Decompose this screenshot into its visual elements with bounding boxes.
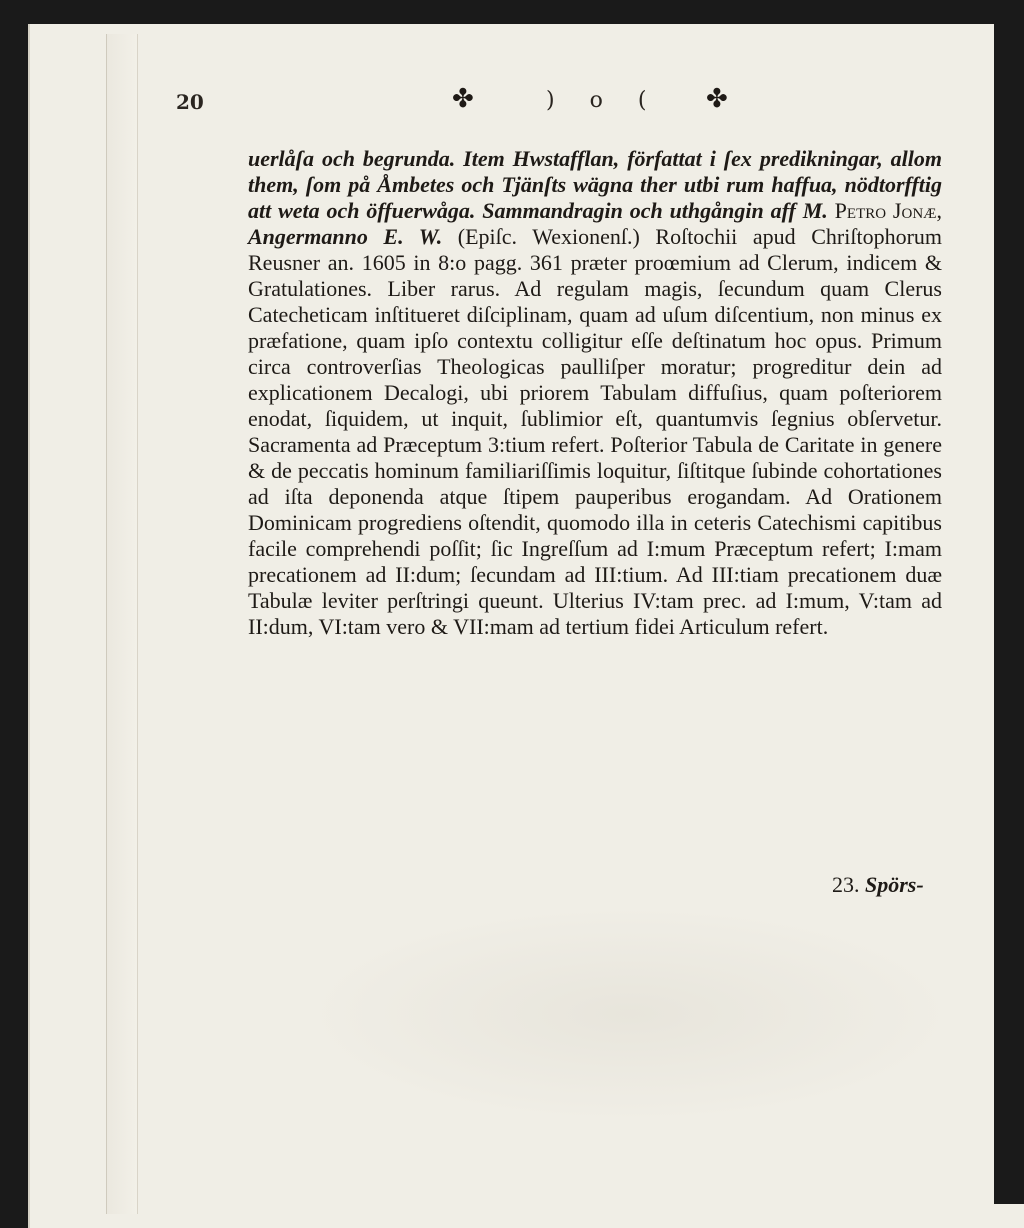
fleuron-left-icon: ✤	[452, 84, 474, 114]
author-place: Angermanno E. W.	[248, 224, 443, 249]
catchword-text: Spörs-	[865, 872, 924, 897]
catchword-number: 23.	[832, 872, 860, 897]
running-header	[176, 84, 796, 124]
fleuron-right-icon: ✤	[706, 84, 728, 114]
show-through-shadow	[300, 904, 960, 1124]
scan-background-edge	[994, 0, 1024, 1204]
latin-description: (Epiſc. Wexionenſ.) Roſtochii apud Chriſtophorum Reusner an. 1605 in 8:o pagg. 361 præter proœmium ad Clerum, indicem & Gratulationes. Liber rarus. Ad regulam magis, ſecundum quam Clerus Catecheticam inſtitueret diſciplinam, quam ad uſum diſcentium, non minus ex præfatione, quam ipſo contextu colligitur eſſe deſtinatum hoc opus. Primum circa controverſias Theologicas paulliſper moratur; progreditur dein ad explicationem Decalogi, ubi priorem Tabulam diffuſius, quam poſteriorem enodat, ſiquidem, ut inquit, ſublimior eſt, quantumvis ſegnius obſervetur. Sacramenta ad Præceptum 3:tium refert. Poſterior Tabula de Caritate in genere & de peccatis hominum familiariſſimis loquitur, ſiſtitque ſubinde cohortationes ad iſta deponenda atque ſtipem pauperibus erogandam. Ad Orationem Dominicam progrediens oſtendit, quomodo illa in ceteris Catechismi capitibus facile comprehendi poſſit; ſic Ingreſſum ad I:mum Præceptum refert; I:mam precationem ad II:dum; ſecundam ad III:tium. Ad III:tiam precationem duæ Tabulæ leviter perſtringi queunt. Ulterius IV:tam prec. ad I:mum, V:tam ad II:dum, VI:tam vero & VII:mam ad tertium fidei Articulum refert.	[248, 224, 943, 639]
author-name: Petro Jonæ,	[834, 198, 943, 223]
swedish-title-text: uerlåſa och begrunda. Item Hwstafflan, författat i ſex predikningar, allom them, ſom på Åmbetes och Tjänſts wägna ther utbi rum haffua, nödtorfftig att weta och öffuerwåga. Sammandragin och uthgångin aff M.	[248, 146, 942, 223]
catchword	[832, 872, 924, 898]
page-gutter	[106, 34, 138, 1214]
header-ornament: ) o (	[546, 88, 661, 113]
page-number: 20	[176, 90, 204, 114]
body-paragraph	[248, 146, 942, 640]
